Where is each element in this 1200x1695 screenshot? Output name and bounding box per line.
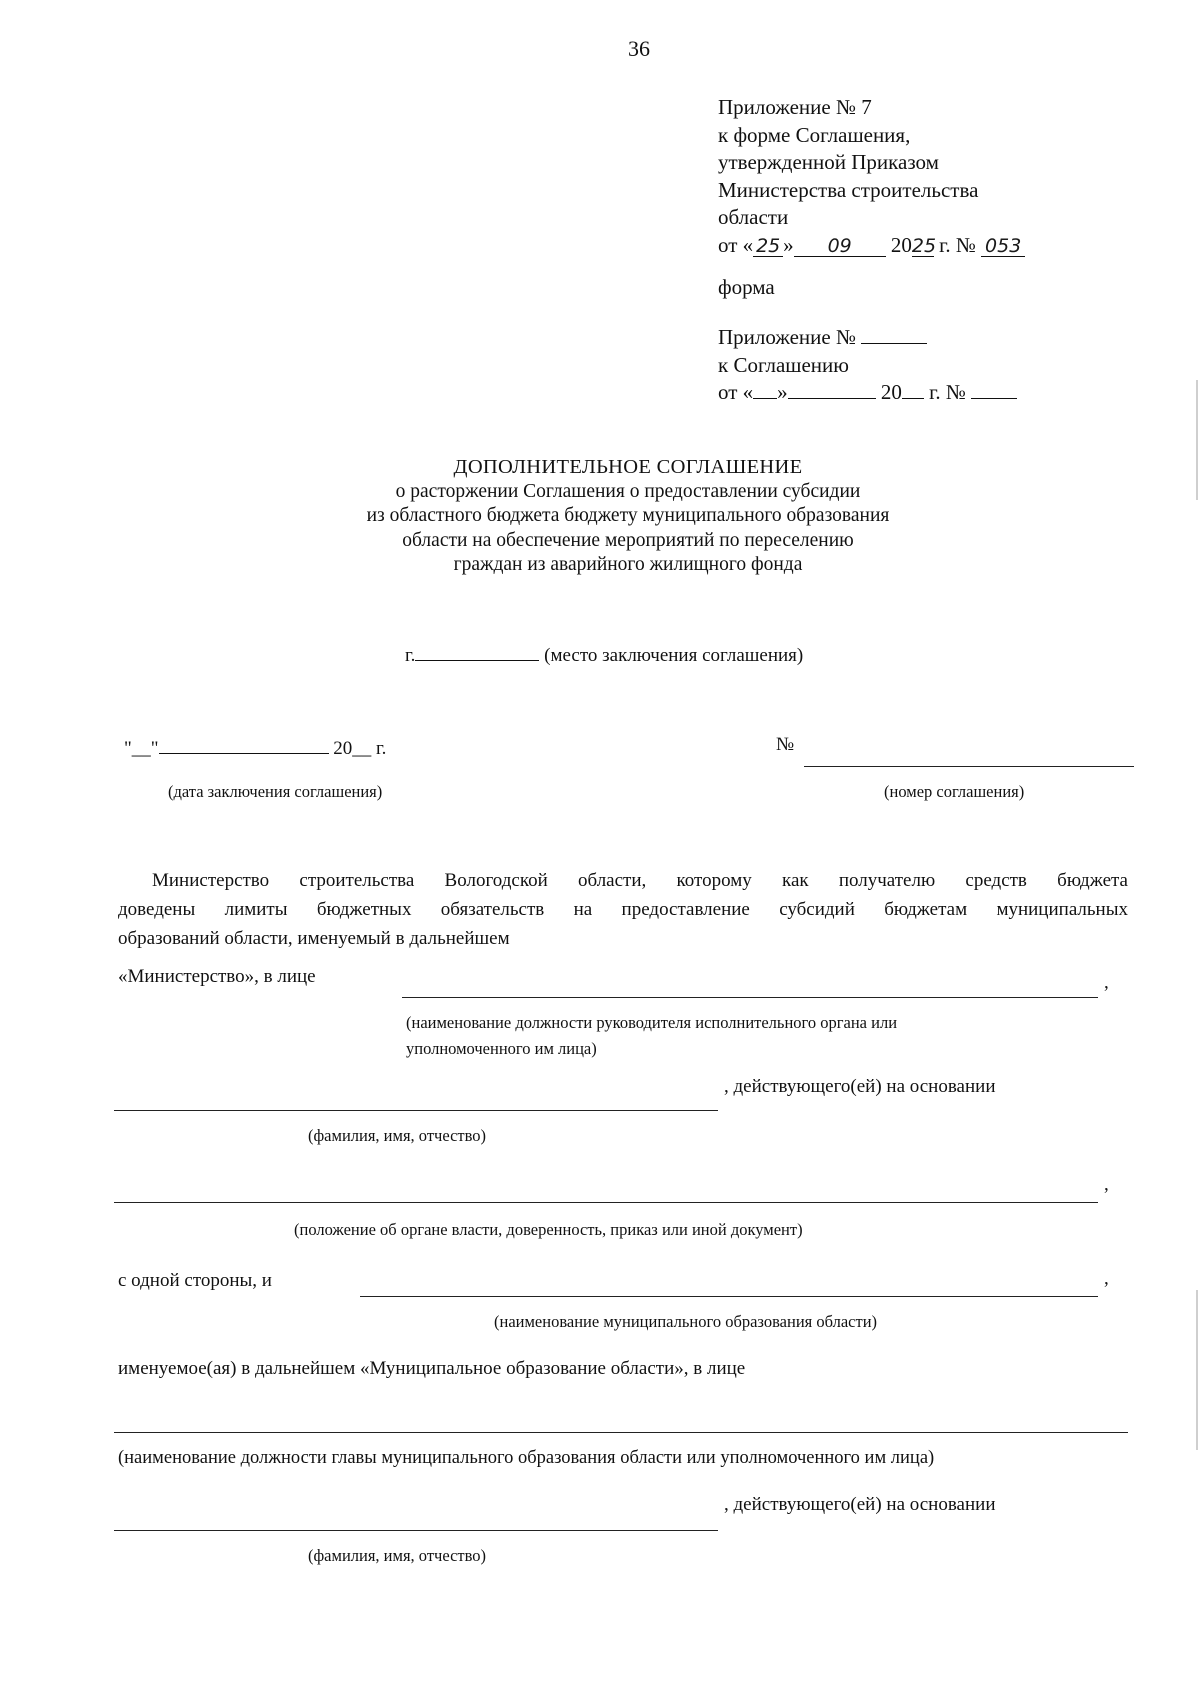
appendix-order-date: от « 25 » 09 2025 г. № 053 xyxy=(718,232,1025,260)
day-blank xyxy=(753,380,777,399)
fio-line-2 xyxy=(114,1530,718,1531)
title-line: граждан из аварийного жилищного фонда xyxy=(453,554,803,575)
handwritten-year: 25 xyxy=(911,234,937,257)
fio-caption-2: (фамилия, имя, отчество) xyxy=(308,1546,487,1565)
municipality-caption: (наименование муниципального образования области) xyxy=(494,1312,878,1331)
appendix-line: к форме Соглашения, xyxy=(718,122,911,147)
date-blank xyxy=(159,735,329,754)
comma: , xyxy=(1104,1174,1109,1195)
date-row: "__" 20__ г. xyxy=(124,735,386,760)
position-caption: (наименование должности руководителя исполнительного органа или уполномоченного им лица) xyxy=(406,1013,898,1058)
appendix-line: утвержденной Приказом xyxy=(718,150,939,174)
main-paragraph: Министерство строительства Вологодской области, которому как получателю средств бюджета доведены лимиты бюджетных обязательств на предоставление субсидий бюджетам муниципальных образований области, именуемый в дальнейшем xyxy=(118,870,1128,949)
place-row: г. (место заключения соглашения) xyxy=(405,642,803,667)
document-title xyxy=(0,455,1200,578)
form-label: форма xyxy=(718,275,775,299)
fio-line xyxy=(114,1110,718,1111)
document-line xyxy=(114,1202,1098,1203)
title-line: из областного бюджета бюджету муниципального образования xyxy=(366,505,890,526)
appendix-number-blank xyxy=(861,325,927,344)
appendix-header xyxy=(718,94,1025,259)
hereinafter-text: именуемое(ая) в дальнейшем «Муниципальное образование области», в лице xyxy=(118,1358,746,1379)
number-sign: № xyxy=(776,734,795,755)
scan-edge-mark xyxy=(1196,380,1198,500)
handwritten-order-number: 053 xyxy=(981,236,1025,257)
comma: , xyxy=(1104,1268,1109,1289)
head-caption: (наименование должности главы муниципального образования области или уполномоченного им лица) xyxy=(118,1448,935,1468)
comma: , xyxy=(1104,972,1109,993)
handwritten-day: 25 xyxy=(753,236,783,257)
fio-caption: (фамилия, имя, отчество) xyxy=(308,1126,487,1145)
head-position-line xyxy=(114,1432,1128,1433)
appendix-line: Приложение № 7 xyxy=(718,95,872,119)
one-side-label: с одной стороны, и xyxy=(118,1270,272,1291)
title-main: ДОПОЛНИТЕЛЬНОЕ СОГЛАШЕНИЕ xyxy=(453,456,803,478)
agreement-appendix: Приложение № к Соглашению от « » 20 г. № xyxy=(718,324,1017,407)
ministry-label: «Министерство», в лице xyxy=(118,966,316,987)
appendix-line: Министерства строительства xyxy=(718,177,979,202)
page-number: 36 xyxy=(628,36,650,61)
position-line xyxy=(402,997,1098,998)
title-line: о расторжении Соглашения о предоставлении субсидии xyxy=(395,480,861,502)
handwritten-month: 09 xyxy=(794,236,886,257)
title-line: области на обеспечение мероприятий по переселению xyxy=(402,529,854,551)
agreement-number-line xyxy=(804,766,1134,767)
year-blank xyxy=(902,380,924,399)
place-blank xyxy=(415,642,539,661)
month-blank xyxy=(788,380,876,399)
number-blank xyxy=(971,380,1017,399)
municipality-line xyxy=(360,1296,1098,1297)
acting-on-basis-2: , действующего(ей) на основании xyxy=(724,1494,996,1515)
place-hint: (место заключения соглашения) xyxy=(544,645,804,666)
date-caption: (дата заключения соглашения) xyxy=(168,782,383,801)
number-caption: (номер соглашения) xyxy=(884,782,1025,801)
acting-on-basis: , действующего(ей) на основании xyxy=(724,1076,996,1097)
scan-edge-mark xyxy=(1196,1290,1198,1450)
document-caption: (положение об органе власти, доверенность, приказ или иной документ) xyxy=(294,1220,803,1239)
appendix-line: области xyxy=(718,205,789,229)
